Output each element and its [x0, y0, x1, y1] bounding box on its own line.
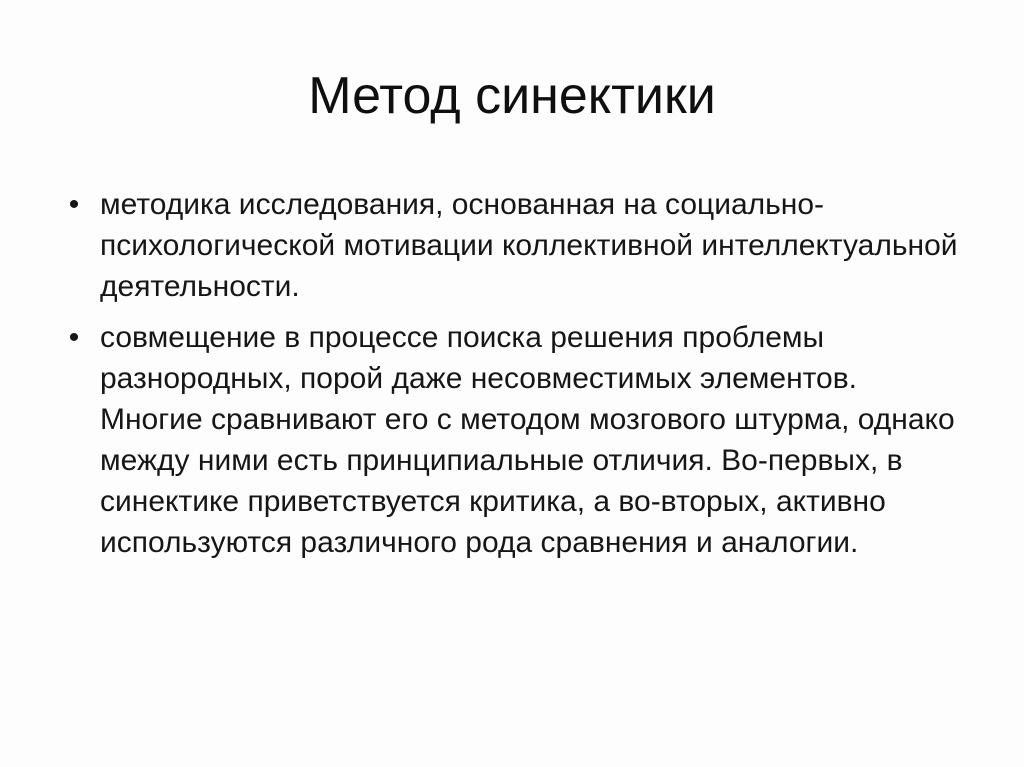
slide-title: Метод синектики: [308, 67, 716, 125]
bullet-marker: •: [68, 321, 80, 354]
bullet-text: совмещение в процессе поиска решения проблемы разнородных, порой даже несовместимых элементов. Многие сравнивают его с методом мозгового штурма, однако между ними есть принципиальные отличия. Во-первых, в синектике приветствуется критика, а во-вторых, активно используются различного рода сравнения и аналогии.: [100, 321, 955, 559]
bullet-text: методика исследования, основанная на социально-психологической мотивации коллективной интеллектуальной деятельности.: [100, 188, 958, 303]
bullet-item: [64, 317, 964, 563]
bullet-item: [64, 184, 964, 307]
bullet-list: [64, 184, 964, 573]
bullet-marker: •: [68, 188, 80, 221]
